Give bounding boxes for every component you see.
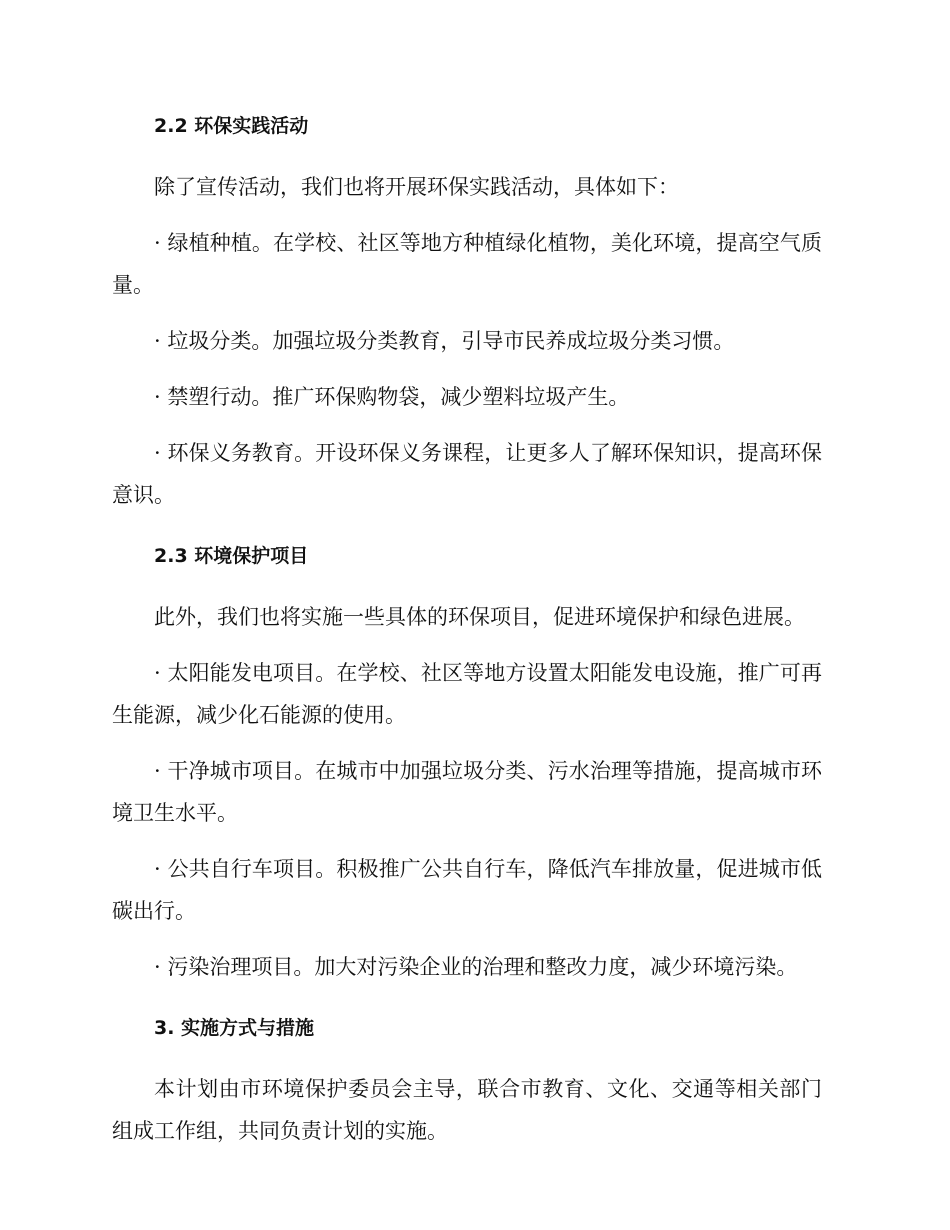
list-item: · 禁塑行动。推广环保购物袋，减少塑料垃圾产生。: [154, 385, 630, 409]
section-2-2-intro: 除了宣传活动，我们也将开展环保实践活动，具体如下：: [154, 175, 679, 199]
list-item: · 垃圾分类。加强垃圾分类教育，引导市民养成垃圾分类习惯。: [154, 329, 735, 353]
list-item: · 太阳能发电项目。在学校、社区等地方设置太阳能发电设施，推广可再生能源，减少化石能源的使用。: [112, 661, 822, 727]
list-item: · 绿植种植。在学校、社区等地方种植绿化植物，美化环境，提高空气质量。: [112, 231, 822, 297]
section-heading-3: 3. 实施方式与措施: [154, 1017, 315, 1039]
section-heading-2-3: 2.3 环境保护项目: [154, 545, 309, 567]
list-item: · 公共自行车项目。积极推广公共自行车，降低汽车排放量，促进城市低碳出行。: [112, 857, 822, 923]
list-item: · 污染治理项目。加大对污染企业的治理和整改力度，减少环境污染。: [154, 955, 798, 979]
list-item: · 环保义务教育。开设环保义务课程，让更多人了解环保知识，提高环保意识。: [112, 441, 822, 507]
section-2-3-intro: 此外，我们也将实施一些具体的环保项目，促进环境保护和绿色进展。: [154, 605, 805, 629]
section-heading-2-2: 2.2 环保实践活动: [154, 115, 309, 137]
section-3-intro: 本计划由市环境保护委员会主导，联合市教育、文化、交通等相关部门组成工作组，共同负责计划的实施。: [112, 1077, 822, 1143]
list-item: · 干净城市项目。在城市中加强垃圾分类、污水治理等措施，提高城市环境卫生水平。: [112, 759, 822, 825]
